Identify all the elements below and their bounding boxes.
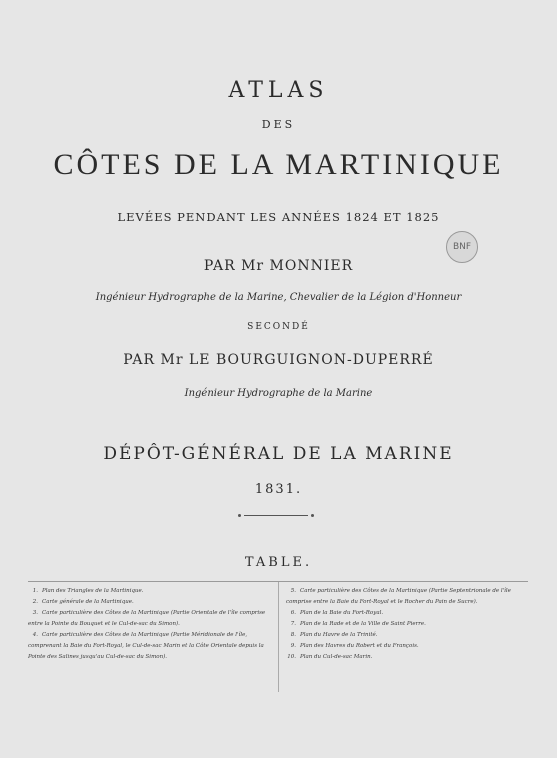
toc-entry-text: Plan des Havres du Robert et du François. [300, 643, 419, 649]
toc-entry [28, 586, 276, 597]
toc-entry-text: Carte particulière des Côtes de la Martinique (Partie Septentrionale de l'île comprise entre la Baie du Fort-Royal et le Rocher du Pain de Sucre). [286, 588, 511, 605]
table-title: TABLE. [244, 555, 313, 570]
toc-entry-text: Carte particulière des Côtes de la Martinique (Partie Orientale de l'île comprise entre la Pointe du Bouquet et le Cul-de-sac du Simon). [28, 610, 266, 627]
toc-entry-number: 1. [32, 588, 38, 594]
toc-entry-number: 4. [32, 632, 38, 638]
toc-entry-text: Plan du Havre de la Trinité. [300, 632, 378, 638]
seconded-by: SECONDÉ [247, 322, 310, 332]
column-divider [278, 582, 279, 692]
toc-left-column [28, 586, 276, 663]
publisher: DÉPÔT-GÉNÉRAL DE LA MARINE [103, 444, 454, 464]
author-1-role: Ingénieur Hydrographe de la Marine, Chevalier de la Légion d'Honneur [95, 292, 462, 303]
title-des: DES [261, 118, 296, 131]
toc-entry-number: 8. [290, 632, 296, 638]
toc-entry-number: 3. [32, 610, 38, 616]
toc-entry-number: 9. [290, 643, 296, 649]
toc-entry-text: Plan du Cul-de-sac Marin. [300, 654, 373, 660]
table-of-contents [28, 581, 528, 699]
author-2-role: Ingénieur Hydrographe de la Marine [184, 388, 373, 399]
toc-entry [286, 641, 534, 652]
author-2: PAR Mr LE BOURGUIGNON-DUPERRÉ [123, 352, 434, 368]
toc-entry-text: Carte particulière des Côtes de la Martinique (Partie Méridionale de l'île, comprenant la Baie du Fort-Royal, le Cul-de-sac Marin et la Côte Orientale depuis la Pointe des Salines jusqu'au Cul-de-sac du Simon). [28, 632, 264, 660]
publication-year: 1831. [254, 482, 303, 497]
toc-entry [28, 630, 276, 663]
toc-entry-number: 2. [32, 599, 38, 605]
main-title: CÔTES DE LA MARTINIQUE [53, 148, 504, 181]
toc-entry [286, 586, 534, 608]
survey-years: LEVÉES PENDANT LES ANNÉES 1824 ET 1825 [117, 210, 440, 224]
toc-entry [28, 608, 276, 630]
toc-entry-number: 6. [290, 610, 296, 616]
toc-entry [286, 619, 534, 630]
toc-entry-text: Plan de la Rade et de la Ville de Saint Pierre. [300, 621, 426, 627]
toc-entry [28, 597, 276, 608]
toc-entry-number: 5. [290, 588, 296, 594]
toc-right-column [286, 586, 534, 663]
toc-entry-number: 10. [287, 654, 296, 660]
toc-entry-text: Plan de la Baie du Fort-Royal. [300, 610, 384, 616]
toc-entry-text: Plan des Triangles de la Martinique. [42, 588, 144, 594]
toc-entry [286, 630, 534, 641]
toc-entry [286, 608, 534, 619]
stamp-text: BNF [452, 242, 472, 252]
ornamental-divider [244, 515, 308, 516]
title-atlas: ATLAS [228, 78, 329, 103]
toc-entry-text: Carte générale de la Martinique. [42, 599, 134, 605]
author-1: PAR Mr MONNIER [203, 258, 354, 274]
toc-entry [286, 652, 534, 663]
toc-entry-number: 7. [290, 621, 296, 627]
